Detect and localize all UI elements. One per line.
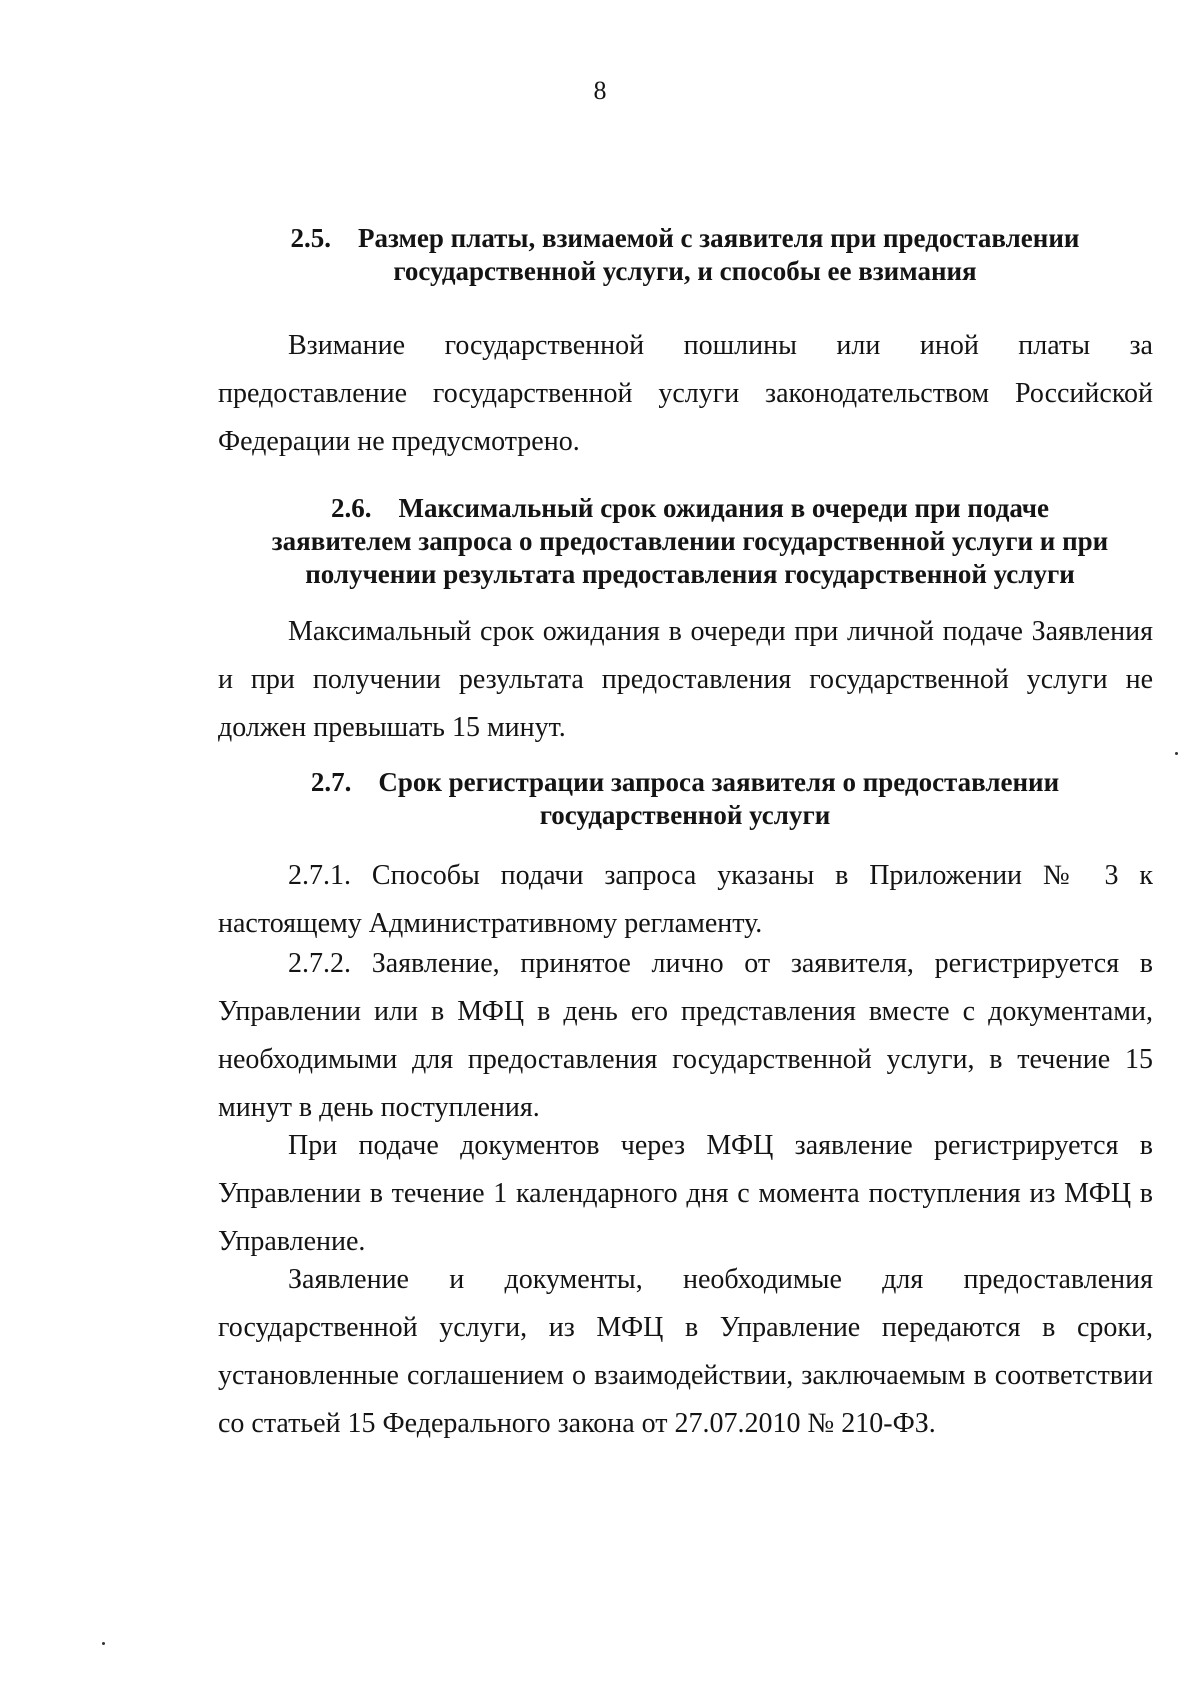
heading-line: 2.7. Срок регистрации запроса заявителя о предоставлении bbox=[310, 767, 1060, 797]
heading-line: заявителем запроса о предоставлении государственной услуги и при bbox=[271, 526, 1109, 556]
scan-speck bbox=[1175, 752, 1178, 755]
section-2-7-paragraph-2: 2.7.2. Заявление, принятое лично от заявителя, регистрируется в Управлении или в МФЦ в день его представления вместе с документами, необходимыми для предоставления государственной услуги, в течение 15 минут в день поступления. bbox=[218, 948, 1153, 1123]
section-2-7-heading bbox=[245, 766, 1125, 832]
section-2-6-heading bbox=[210, 492, 1170, 591]
section-2-5-paragraph: Взимание государственной пошлины или иной платы за предоставление государственной услуги законодательством Российской Федерации не предусмотрено. bbox=[218, 330, 1153, 457]
section-2-7-paragraph-3: При подаче документов через МФЦ заявление регистрируется в Управлении в течение 1 календарного дня с момента поступления из МФЦ в Управление. bbox=[218, 1130, 1153, 1257]
section-2-7-paragraph-1: 2.7.1. Способы подачи запроса указаны в Приложении № 3 к настоящему Административному регламенту. bbox=[218, 860, 1153, 939]
section-2-6-paragraph: Максимальный срок ожидания в очереди при личной подаче Заявления и при получении результата предоставления государственной услуги не должен превышать 15 минут. bbox=[218, 616, 1153, 743]
heading-line: государственной услуги, и способы ее взимания bbox=[393, 256, 977, 286]
heading-line: государственной услуги bbox=[539, 800, 831, 830]
page-number: 8 bbox=[593, 76, 607, 105]
section-2-5-heading bbox=[245, 222, 1125, 288]
heading-line: 2.6. Максимальный срок ожидания в очереди при подаче bbox=[330, 493, 1050, 523]
heading-line: 2.5. Размер платы, взимаемой с заявителя при предоставлении bbox=[290, 223, 1080, 253]
scan-speck bbox=[102, 1642, 105, 1645]
heading-line: получении результата предоставления государственной услуги bbox=[305, 559, 1075, 589]
section-2-7-paragraph-4: Заявление и документы, необходимые для предоставления государственной услуги, из МФЦ в Управление передаются в сроки, установленные соглашением о взаимодействии, заключаемым в соответствии со статьей 15 Федерального закона от 27.07.2010 № 210-ФЗ. bbox=[218, 1264, 1153, 1439]
